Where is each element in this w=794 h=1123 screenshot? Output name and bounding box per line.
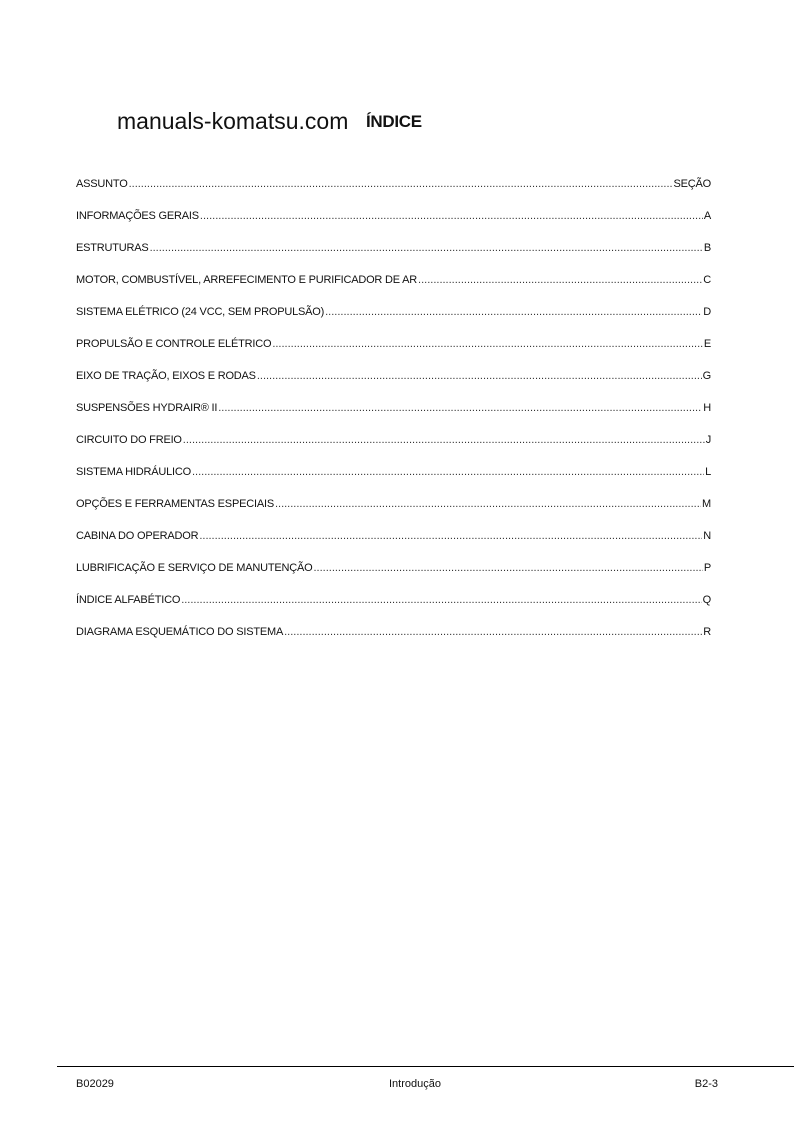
- toc-entry[interactable]: [76, 306, 711, 338]
- toc-entry-label: PROPULSÃO E CONTROLE ELÉTRICO: [76, 338, 272, 350]
- toc-entry-label: SISTEMA HIDRÁULICO: [76, 466, 191, 478]
- dot-leader: [313, 562, 702, 574]
- dot-leader: [200, 210, 703, 222]
- toc-entry-label: CABINA DO OPERADOR: [76, 530, 199, 542]
- toc-entry[interactable]: [76, 498, 711, 530]
- dot-leader: [129, 178, 673, 190]
- toc-entry[interactable]: [76, 562, 711, 594]
- toc-entry-label: SUSPENSÕES HYDRAIR® II: [76, 402, 218, 414]
- dot-leader: [284, 626, 702, 638]
- dot-leader: [272, 338, 703, 350]
- toc-entry-section: B: [703, 242, 711, 254]
- dot-leader: [325, 306, 702, 318]
- toc-entry[interactable]: [76, 530, 711, 562]
- toc-heading-row: [76, 178, 711, 210]
- dot-leader: [192, 466, 704, 478]
- toc-heading-section: SEÇÃO: [673, 178, 711, 190]
- toc-entry-section: Q: [702, 594, 711, 606]
- toc-entry[interactable]: [76, 338, 711, 370]
- footer-page-number: B2-3: [694, 1078, 718, 1090]
- toc-entry[interactable]: [76, 210, 711, 242]
- toc-entry-section: M: [702, 498, 711, 510]
- toc-entry-section: A: [703, 210, 711, 222]
- toc-entry-label: MOTOR, COMBUSTÍVEL, ARREFECIMENTO E PURIFICADOR DE AR: [76, 274, 418, 286]
- toc-entry[interactable]: [76, 434, 711, 466]
- toc-entry-label: EIXO DE TRAÇÃO, EIXOS E RODAS: [76, 370, 256, 382]
- toc-entry-section: R: [703, 626, 711, 638]
- toc-entry[interactable]: [76, 242, 711, 274]
- toc-entry-label: ESTRUTURAS: [76, 242, 149, 254]
- toc-heading-label: ASSUNTO: [76, 178, 128, 190]
- site-watermark: manuals-komatsu.com: [117, 108, 349, 134]
- toc-entry-label: LUBRIFICAÇÃO E SERVIÇO DE MANUTENÇÃO: [76, 562, 313, 574]
- dot-leader: [218, 402, 702, 414]
- toc-entry-label: DIAGRAMA ESQUEMÁTICO DO SISTEMA: [76, 626, 284, 638]
- toc-entry-section: H: [703, 402, 711, 414]
- toc-entry-label: ÍNDICE ALFABÉTICO: [76, 594, 181, 606]
- toc-entry[interactable]: [76, 370, 711, 402]
- footer-code: B02029: [76, 1078, 114, 1090]
- toc-entry[interactable]: [76, 466, 711, 498]
- toc-entry[interactable]: [76, 594, 711, 626]
- toc-entry-section: E: [703, 338, 711, 350]
- dot-leader: [150, 242, 703, 254]
- footer-rule: [57, 1066, 794, 1067]
- toc-entry-label: INFORMAÇÕES GERAIS: [76, 210, 199, 222]
- toc-entry-section: G: [702, 370, 711, 382]
- toc-entry-section: N: [703, 530, 711, 542]
- toc-entry-label: SISTEMA ELÉTRICO (24 VCC, SEM PROPULSÃO): [76, 306, 325, 318]
- dot-leader: [183, 434, 705, 446]
- dot-leader: [275, 498, 701, 510]
- toc-entry[interactable]: [76, 626, 711, 658]
- dot-leader: [181, 594, 701, 606]
- toc-entry-section: D: [703, 306, 711, 318]
- toc-entry-section: L: [705, 466, 711, 478]
- toc-entry[interactable]: [76, 274, 711, 306]
- table-of-contents: [76, 178, 711, 658]
- dot-leader: [418, 274, 702, 286]
- toc-entry-section: P: [703, 562, 711, 574]
- toc-entry-section: C: [703, 274, 711, 286]
- dot-leader: [199, 530, 702, 542]
- toc-entry[interactable]: [76, 402, 711, 434]
- toc-entry-section: J: [705, 434, 711, 446]
- footer-center: Introdução: [389, 1078, 441, 1090]
- dot-leader: [257, 370, 702, 382]
- toc-entry-label: OPÇÕES E FERRAMENTAS ESPECIAIS: [76, 498, 274, 510]
- page-title: ÍNDICE: [366, 112, 422, 131]
- toc-entry-label: CIRCUITO DO FREIO: [76, 434, 182, 446]
